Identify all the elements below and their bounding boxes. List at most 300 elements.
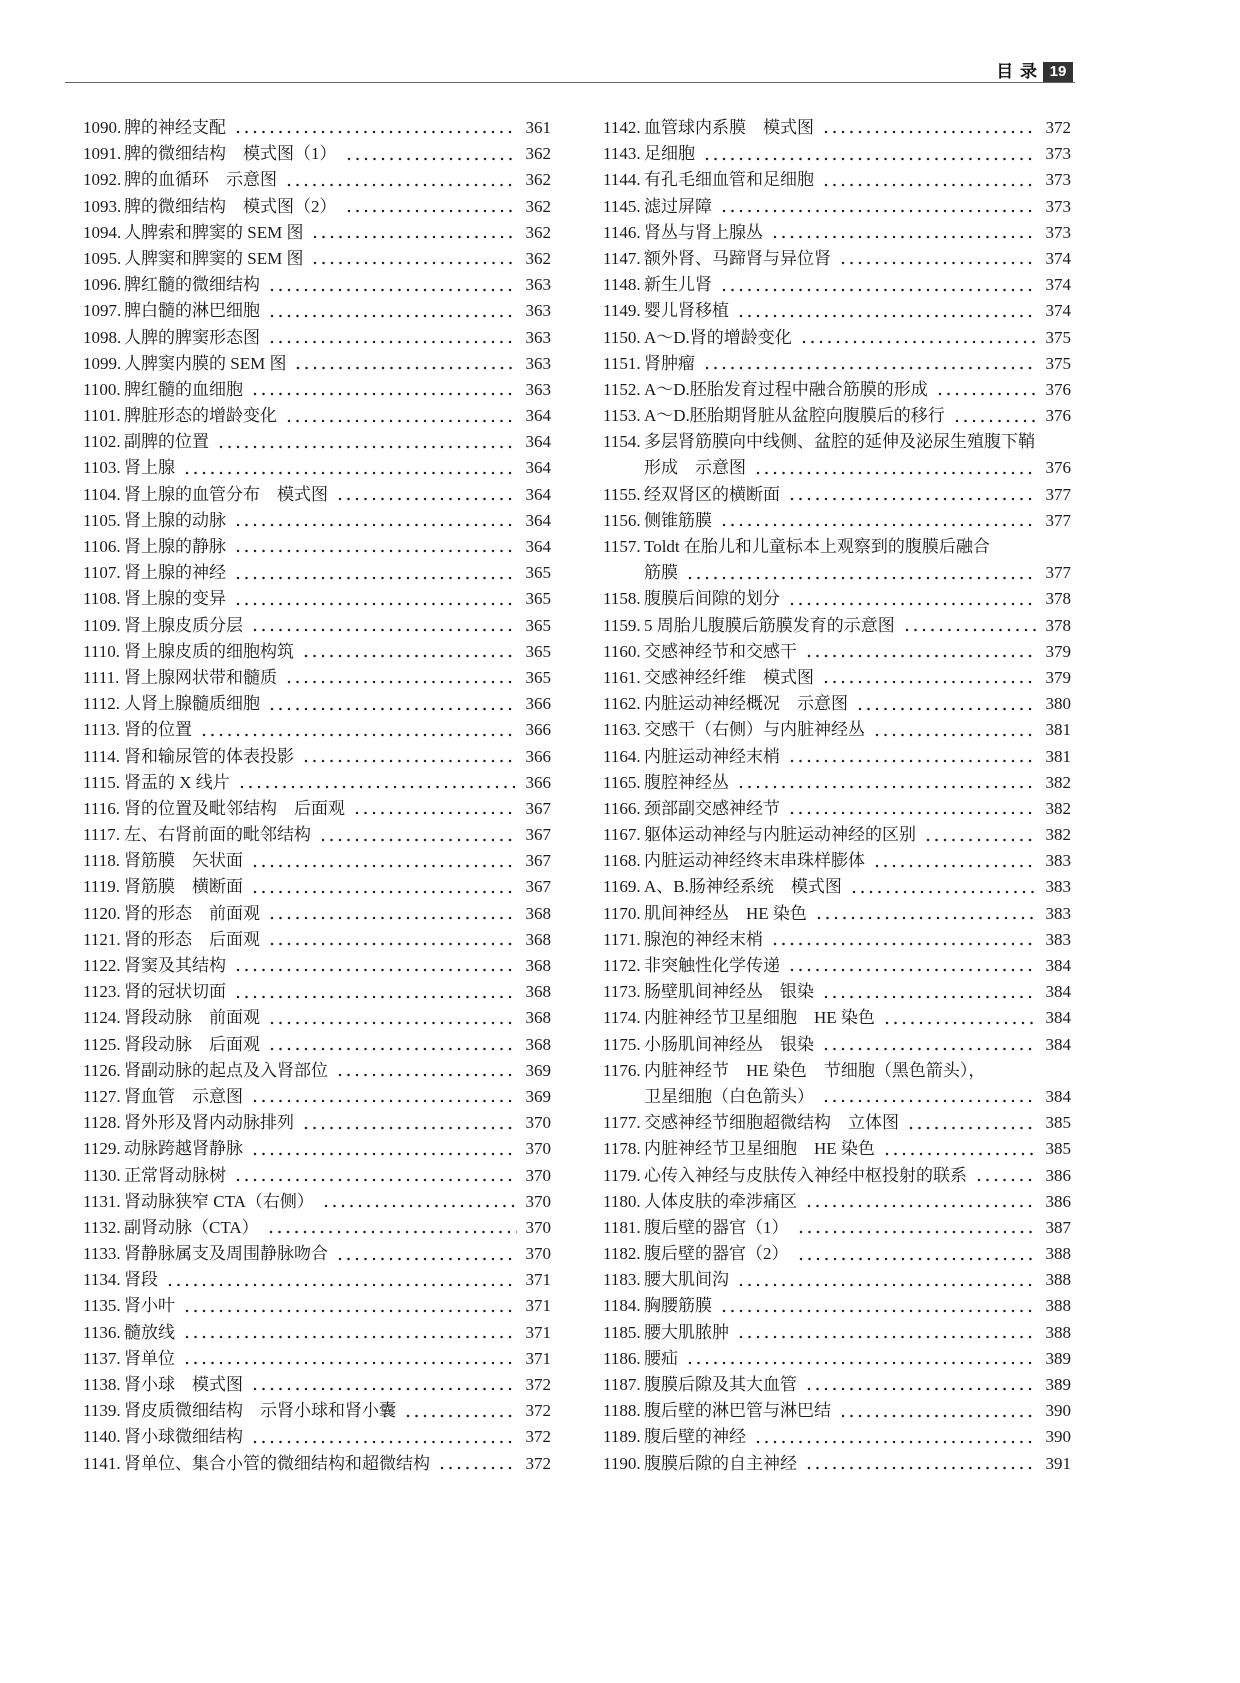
toc-entry bbox=[603, 1320, 1071, 1346]
dot-leader bbox=[440, 1451, 517, 1477]
toc-entry-line bbox=[83, 1267, 551, 1293]
entry-title: A～D.胚胎期肾脏从盆腔向腹膜后的移行 bbox=[644, 406, 945, 426]
toc-entry bbox=[603, 770, 1071, 796]
toc-entry bbox=[603, 613, 1071, 639]
entry-page: 372 bbox=[525, 1453, 551, 1473]
entry-page: 384 bbox=[1045, 1008, 1071, 1028]
entry-number: 1138. bbox=[83, 1375, 121, 1394]
toc-entry bbox=[603, 429, 1071, 481]
dot-leader bbox=[355, 796, 517, 822]
toc-entry bbox=[603, 1163, 1071, 1189]
entry-page: 373 bbox=[1045, 196, 1071, 216]
toc-entry-line bbox=[603, 979, 1071, 1005]
entry-number: 1101. bbox=[83, 406, 121, 426]
entry-title: 脾白髓的淋巴细胞 bbox=[124, 301, 260, 321]
entry-number: 1147. bbox=[603, 248, 641, 268]
toc-entry bbox=[603, 586, 1071, 612]
entry-title: 颈部副交感神经节 bbox=[644, 798, 780, 818]
toc-entry-line bbox=[83, 665, 551, 691]
dot-leader bbox=[799, 1241, 1038, 1267]
entry-title: 人脾索和脾窦的 SEM 图 bbox=[124, 222, 304, 242]
entry-number: 1123. bbox=[83, 982, 121, 1002]
toc-entry-line bbox=[83, 1372, 551, 1398]
entry-number: 1100. bbox=[83, 379, 121, 399]
entry-number: 1187. bbox=[603, 1375, 641, 1394]
toc-entry-line bbox=[603, 1084, 1071, 1110]
entry-page: 382 bbox=[1045, 772, 1071, 792]
entry-page: 362 bbox=[525, 170, 551, 190]
entry-title: 肾小球微细结构 bbox=[124, 1427, 243, 1447]
toc-entry-line bbox=[83, 1346, 551, 1372]
running-header bbox=[996, 62, 1073, 82]
toc-entry-line bbox=[603, 770, 1071, 796]
dot-leader bbox=[324, 1189, 517, 1215]
toc-entry bbox=[603, 848, 1071, 874]
entry-title: 肾小球 模式图 bbox=[124, 1375, 243, 1394]
toc-entry bbox=[603, 1293, 1071, 1319]
entry-title: 人脾窦内膜的 SEM 图 bbox=[124, 353, 287, 373]
dot-leader bbox=[253, 1084, 517, 1110]
entry-page: 389 bbox=[1045, 1348, 1071, 1368]
toc-entry bbox=[83, 1005, 551, 1031]
toc-entry bbox=[603, 1372, 1071, 1398]
entry-page: 374 bbox=[1045, 275, 1071, 295]
entry-title: A～D.肾的增龄变化 bbox=[644, 327, 792, 347]
entry-title: 肾窦及其结构 bbox=[124, 956, 226, 975]
entry-number: 1136. bbox=[83, 1322, 121, 1342]
entry-number: 1169. bbox=[603, 877, 641, 897]
toc-entry-line bbox=[83, 351, 551, 377]
toc-entry bbox=[83, 508, 551, 534]
toc-entry-line bbox=[603, 901, 1071, 927]
toc-entry-line bbox=[83, 167, 551, 193]
entry-number: 1117. bbox=[83, 825, 120, 845]
entry-page: 376 bbox=[1045, 379, 1071, 399]
entry-page: 374 bbox=[1045, 248, 1071, 268]
entry-number: 1175. bbox=[603, 1034, 641, 1054]
dot-leader bbox=[287, 665, 517, 691]
toc-entry bbox=[83, 1346, 551, 1372]
entry-page: 383 bbox=[1045, 929, 1071, 949]
entry-page: 386 bbox=[1045, 1165, 1071, 1185]
entry-number: 1133. bbox=[83, 1244, 121, 1264]
entry-number: 1167. bbox=[603, 825, 641, 845]
toc-entry-line bbox=[83, 1005, 551, 1031]
toc-entry bbox=[603, 979, 1071, 1005]
dot-leader bbox=[739, 1267, 1037, 1293]
dot-leader bbox=[253, 613, 517, 639]
entry-title: 腺泡的神经末梢 bbox=[644, 929, 763, 949]
toc-entry bbox=[603, 1241, 1071, 1267]
toc-entry bbox=[83, 1110, 551, 1136]
entry-number: 1186. bbox=[603, 1348, 641, 1368]
toc-entry-line bbox=[83, 272, 551, 298]
dot-leader bbox=[807, 1451, 1037, 1477]
entry-number: 1120. bbox=[83, 903, 121, 923]
entry-title: 肾静脉属支及周围静脉吻合 bbox=[124, 1244, 328, 1264]
dot-leader bbox=[202, 717, 517, 743]
entry-page: 377 bbox=[1045, 510, 1071, 530]
dot-leader bbox=[168, 1267, 517, 1293]
toc-entry-line bbox=[603, 403, 1071, 429]
dot-leader bbox=[722, 1294, 1037, 1320]
toc-entry bbox=[83, 325, 551, 351]
entry-title: 肾段动脉 后面观 bbox=[124, 1034, 260, 1054]
dot-leader bbox=[688, 1346, 1037, 1372]
toc-entry bbox=[83, 403, 551, 429]
toc-entry bbox=[83, 927, 551, 953]
entry-page: 372 bbox=[525, 1375, 551, 1394]
entry-number: 1172. bbox=[603, 956, 641, 975]
entry-number: 1144. bbox=[603, 170, 641, 190]
entry-title: 人肾上腺髓质细胞 bbox=[124, 694, 260, 714]
toc-entry bbox=[83, 1058, 551, 1084]
dot-leader bbox=[739, 298, 1037, 324]
dot-leader bbox=[313, 246, 517, 272]
toc-entry bbox=[83, 1215, 551, 1241]
toc-entry bbox=[603, 403, 1071, 429]
entry-page: 367 bbox=[525, 798, 551, 818]
entry-title: 内脏运动神经终末串珠样膨体 bbox=[644, 851, 865, 871]
toc-entry-line bbox=[603, 1451, 1071, 1477]
entry-number: 1153. bbox=[603, 406, 641, 426]
dot-leader bbox=[799, 1215, 1038, 1241]
entry-page: 383 bbox=[1045, 851, 1071, 871]
toc-entry-line bbox=[83, 822, 551, 848]
entry-page: 362 bbox=[525, 144, 551, 164]
toc-entry-line bbox=[603, 377, 1071, 403]
entry-title: 腹后壁的器官（2） bbox=[644, 1244, 789, 1264]
dot-leader bbox=[905, 613, 1037, 639]
toc-entry-line bbox=[603, 1110, 1071, 1136]
entry-number: 1140. bbox=[83, 1427, 121, 1447]
entry-number: 1168. bbox=[603, 851, 641, 871]
dot-leader bbox=[270, 927, 517, 953]
entry-page: 384 bbox=[1045, 1034, 1071, 1054]
entry-title-continued: 卫星细胞（白色箭头） bbox=[644, 1086, 814, 1106]
dot-leader bbox=[236, 115, 517, 141]
toc-entry-line bbox=[603, 1267, 1071, 1293]
toc-entry-line bbox=[603, 874, 1071, 900]
toc-entry-line bbox=[83, 403, 551, 429]
toc-entry bbox=[83, 1398, 551, 1424]
toc-entry-line bbox=[603, 115, 1071, 141]
entry-title: 肾上腺网状带和髓质 bbox=[124, 667, 277, 687]
toc-entry-line bbox=[83, 220, 551, 246]
dot-leader bbox=[347, 194, 518, 220]
entry-title: 脾红髓的血细胞 bbox=[124, 379, 243, 399]
toc-entry-line bbox=[603, 560, 1071, 586]
dot-leader bbox=[756, 456, 1037, 482]
entry-title: 左、右肾前面的毗邻结构 bbox=[124, 825, 311, 845]
toc-entry bbox=[603, 167, 1071, 193]
dot-leader bbox=[790, 586, 1037, 612]
toc-entry-line bbox=[83, 901, 551, 927]
entry-title: 肌间神经丛 HE 染色 bbox=[644, 903, 807, 923]
entry-page: 371 bbox=[525, 1296, 551, 1316]
dot-leader bbox=[219, 429, 517, 455]
toc-entry-line bbox=[603, 1293, 1071, 1319]
toc-entry-line bbox=[83, 1136, 551, 1162]
entry-number: 1106. bbox=[83, 537, 121, 556]
toc-entry bbox=[83, 455, 551, 481]
toc-entry-line bbox=[83, 1215, 551, 1241]
dot-leader bbox=[185, 456, 517, 482]
entry-number: 1173. bbox=[603, 982, 641, 1002]
toc-entry bbox=[83, 1241, 551, 1267]
toc-entry bbox=[83, 1267, 551, 1293]
entry-page: 366 bbox=[525, 720, 551, 740]
entry-title: 肾单位、集合小管的微细结构和超微结构 bbox=[124, 1453, 430, 1473]
toc-entry bbox=[83, 953, 551, 979]
header-rule bbox=[65, 82, 1075, 83]
entry-number: 1149. bbox=[603, 301, 641, 321]
entry-page: 381 bbox=[1045, 720, 1071, 740]
entry-number: 1189. bbox=[603, 1427, 641, 1447]
dot-leader bbox=[841, 1398, 1037, 1424]
toc-entry-line bbox=[603, 665, 1071, 691]
toc-entry-line bbox=[83, 115, 551, 141]
toc-entry-line bbox=[83, 455, 551, 481]
toc-entry bbox=[603, 508, 1071, 534]
toc-entry-line bbox=[603, 1241, 1071, 1267]
toc-entry bbox=[83, 691, 551, 717]
entry-title: 脾的微细结构 模式图（2） bbox=[124, 196, 337, 216]
entry-number: 1127. bbox=[83, 1086, 121, 1106]
entry-title: 肾血管 示意图 bbox=[124, 1086, 243, 1106]
entry-number: 1143. bbox=[603, 144, 641, 164]
entry-title: 肾的形态 前面观 bbox=[124, 903, 260, 923]
toc-entry bbox=[83, 141, 551, 167]
toc-entry bbox=[83, 246, 551, 272]
dot-leader bbox=[955, 403, 1037, 429]
dot-leader bbox=[824, 167, 1037, 193]
toc-entry bbox=[603, 325, 1071, 351]
entry-page: 368 bbox=[525, 903, 551, 923]
entry-page: 370 bbox=[525, 1244, 551, 1264]
toc-entry bbox=[83, 534, 551, 560]
entry-page: 363 bbox=[525, 379, 551, 399]
entry-title: 肾上腺 bbox=[124, 458, 175, 478]
dot-leader bbox=[236, 534, 517, 560]
toc-entry-line bbox=[83, 927, 551, 953]
toc-entry bbox=[603, 1346, 1071, 1372]
entry-page: 376 bbox=[1045, 406, 1071, 426]
entry-page: 374 bbox=[1045, 301, 1071, 321]
entry-page: 384 bbox=[1045, 982, 1071, 1002]
entry-page: 370 bbox=[525, 1113, 551, 1133]
toc-entry-line bbox=[603, 141, 1071, 167]
dot-leader bbox=[790, 482, 1037, 508]
entry-number: 1142. bbox=[603, 118, 641, 137]
toc-entry bbox=[603, 874, 1071, 900]
toc-entry-line bbox=[83, 613, 551, 639]
entry-page: 369 bbox=[525, 1060, 551, 1080]
entry-page: 373 bbox=[1045, 222, 1071, 242]
toc-entry-line bbox=[83, 848, 551, 874]
toc-entry-line bbox=[83, 560, 551, 586]
dot-leader bbox=[885, 1005, 1037, 1031]
entry-page: 390 bbox=[1045, 1427, 1071, 1447]
entry-number: 1152. bbox=[603, 379, 641, 399]
entry-page: 368 bbox=[525, 929, 551, 949]
entry-page: 364 bbox=[525, 510, 551, 530]
dot-leader bbox=[236, 1163, 517, 1189]
entry-title: 肠壁肌间神经丛 银染 bbox=[644, 982, 814, 1002]
entry-number: 1107. bbox=[83, 563, 121, 583]
entry-number: 1090. bbox=[83, 118, 122, 137]
toc-entry-line bbox=[83, 717, 551, 743]
dot-leader bbox=[236, 508, 517, 534]
dot-leader bbox=[824, 979, 1037, 1005]
entry-title: 肾上腺的静脉 bbox=[124, 537, 226, 556]
entry-page: 370 bbox=[525, 1217, 551, 1237]
toc-entry-line bbox=[83, 639, 551, 665]
toc-entry bbox=[83, 351, 551, 377]
entry-number: 1092. bbox=[83, 170, 122, 190]
entry-title: 新生儿肾 bbox=[644, 275, 712, 295]
dot-leader bbox=[926, 822, 1037, 848]
entry-number: 1115. bbox=[83, 772, 120, 792]
entry-number: 1163. bbox=[603, 720, 641, 740]
entry-page: 378 bbox=[1045, 589, 1071, 609]
entry-number: 1160. bbox=[603, 641, 641, 661]
dot-leader bbox=[269, 1215, 517, 1241]
entry-number: 1096. bbox=[83, 275, 122, 295]
entry-title: 肾外形及肾内动脉排列 bbox=[124, 1113, 294, 1133]
entry-number: 1157. bbox=[603, 537, 641, 556]
toc-entry-line bbox=[603, 1032, 1071, 1058]
entry-number: 1148. bbox=[603, 275, 641, 295]
toc-entry-line bbox=[83, 953, 551, 979]
toc-entry-line bbox=[83, 979, 551, 1005]
entry-number: 1155. bbox=[603, 484, 641, 504]
toc-entry bbox=[83, 639, 551, 665]
entry-page: 391 bbox=[1045, 1453, 1071, 1473]
entry-title: 经双肾区的横断面 bbox=[644, 484, 780, 504]
toc-entry bbox=[83, 194, 551, 220]
entry-page: 364 bbox=[525, 537, 551, 556]
toc-column-right bbox=[603, 115, 1071, 1477]
toc-entry bbox=[83, 167, 551, 193]
entry-number: 1179. bbox=[603, 1165, 641, 1185]
dot-leader bbox=[287, 167, 517, 193]
entry-page: 371 bbox=[525, 1348, 551, 1368]
toc-entry bbox=[603, 1110, 1071, 1136]
entry-number: 1116. bbox=[83, 798, 120, 818]
entry-title: 额外肾、马蹄肾与异位肾 bbox=[644, 248, 831, 268]
entry-page: 371 bbox=[525, 1322, 551, 1342]
entry-title: A～D.胚胎发育过程中融合筋膜的形成 bbox=[644, 379, 928, 399]
entry-page: 386 bbox=[1045, 1191, 1071, 1211]
entry-page: 375 bbox=[1045, 327, 1071, 347]
entry-page: 369 bbox=[525, 1086, 551, 1106]
entry-title: 血管球内系膜 模式图 bbox=[644, 118, 814, 137]
toc-entry bbox=[603, 220, 1071, 246]
entry-title: 交感神经节和交感干 bbox=[644, 641, 797, 661]
entry-title: 交感神经纤维 模式图 bbox=[644, 667, 814, 687]
toc-entry bbox=[603, 639, 1071, 665]
entry-number: 1184. bbox=[603, 1296, 641, 1316]
entry-page: 371 bbox=[525, 1270, 551, 1290]
entry-title: 肾筋膜 横断面 bbox=[124, 877, 243, 897]
entry-page: 375 bbox=[1045, 353, 1071, 373]
toc-entry-line bbox=[83, 534, 551, 560]
toc-entry bbox=[83, 586, 551, 612]
entry-title: 有孔毛细血管和足细胞 bbox=[644, 170, 814, 190]
dot-leader bbox=[773, 927, 1037, 953]
entry-page: 362 bbox=[525, 196, 551, 216]
toc-entry bbox=[603, 377, 1071, 403]
entry-title: 腹膜后隙的自主神经 bbox=[644, 1453, 797, 1473]
running-header-title: 目 录 bbox=[996, 62, 1038, 81]
toc-entry-line bbox=[603, 1346, 1071, 1372]
entry-number: 1170. bbox=[603, 903, 641, 923]
dot-leader bbox=[977, 1163, 1037, 1189]
entry-number: 1111. bbox=[83, 667, 120, 687]
entry-title: 肾皮质微细结构 示肾小球和肾小囊 bbox=[124, 1401, 396, 1421]
entry-page: 365 bbox=[525, 589, 551, 609]
toc-entry bbox=[603, 1267, 1071, 1293]
toc-entry bbox=[603, 1058, 1071, 1110]
toc-entry-line bbox=[603, 1189, 1071, 1215]
entry-number: 1181. bbox=[603, 1217, 641, 1237]
entry-page: 370 bbox=[525, 1139, 551, 1159]
dot-leader bbox=[240, 770, 517, 796]
toc-entry bbox=[83, 429, 551, 455]
entry-title: 肾和输尿管的体表投影 bbox=[124, 746, 294, 766]
entry-page: 373 bbox=[1045, 144, 1071, 164]
entry-number: 1180. bbox=[603, 1191, 641, 1211]
entry-number: 1151. bbox=[603, 353, 641, 373]
toc-entry-line bbox=[603, 534, 1071, 560]
dot-leader bbox=[756, 1424, 1037, 1450]
entry-title: 婴儿肾移植 bbox=[644, 301, 729, 321]
entry-number: 1162. bbox=[603, 694, 641, 714]
dot-leader bbox=[852, 875, 1037, 901]
entry-page: 368 bbox=[525, 1034, 551, 1054]
toc-entry-line bbox=[83, 744, 551, 770]
toc-entry bbox=[83, 1032, 551, 1058]
toc-entry bbox=[603, 901, 1071, 927]
entry-title: 肾上腺的神经 bbox=[124, 563, 226, 583]
toc-entry bbox=[603, 927, 1071, 953]
toc-entry-line bbox=[603, 1136, 1071, 1162]
dot-leader bbox=[236, 953, 517, 979]
toc-entry bbox=[603, 1398, 1071, 1424]
dot-leader bbox=[722, 194, 1037, 220]
toc-entry bbox=[603, 796, 1071, 822]
entry-title: 内脏运动神经概况 示意图 bbox=[644, 694, 848, 714]
dot-leader bbox=[253, 1136, 517, 1162]
toc-entry bbox=[603, 717, 1071, 743]
entry-page: 366 bbox=[525, 746, 551, 766]
entry-number: 1121. bbox=[83, 929, 121, 949]
entry-page: 368 bbox=[525, 982, 551, 1002]
entry-title: 肾动脉狭窄 CTA（右侧） bbox=[124, 1191, 314, 1211]
toc-entry-line bbox=[603, 1424, 1071, 1450]
toc-entry bbox=[603, 1424, 1071, 1450]
entry-page: 363 bbox=[525, 275, 551, 295]
entry-page: 388 bbox=[1045, 1244, 1071, 1264]
entry-page: 367 bbox=[525, 877, 551, 897]
entry-page: 364 bbox=[525, 432, 551, 452]
entry-number: 1125. bbox=[83, 1034, 121, 1054]
toc-entry bbox=[83, 796, 551, 822]
toc-entry bbox=[83, 220, 551, 246]
dot-leader bbox=[304, 744, 517, 770]
toc-entry bbox=[603, 744, 1071, 770]
